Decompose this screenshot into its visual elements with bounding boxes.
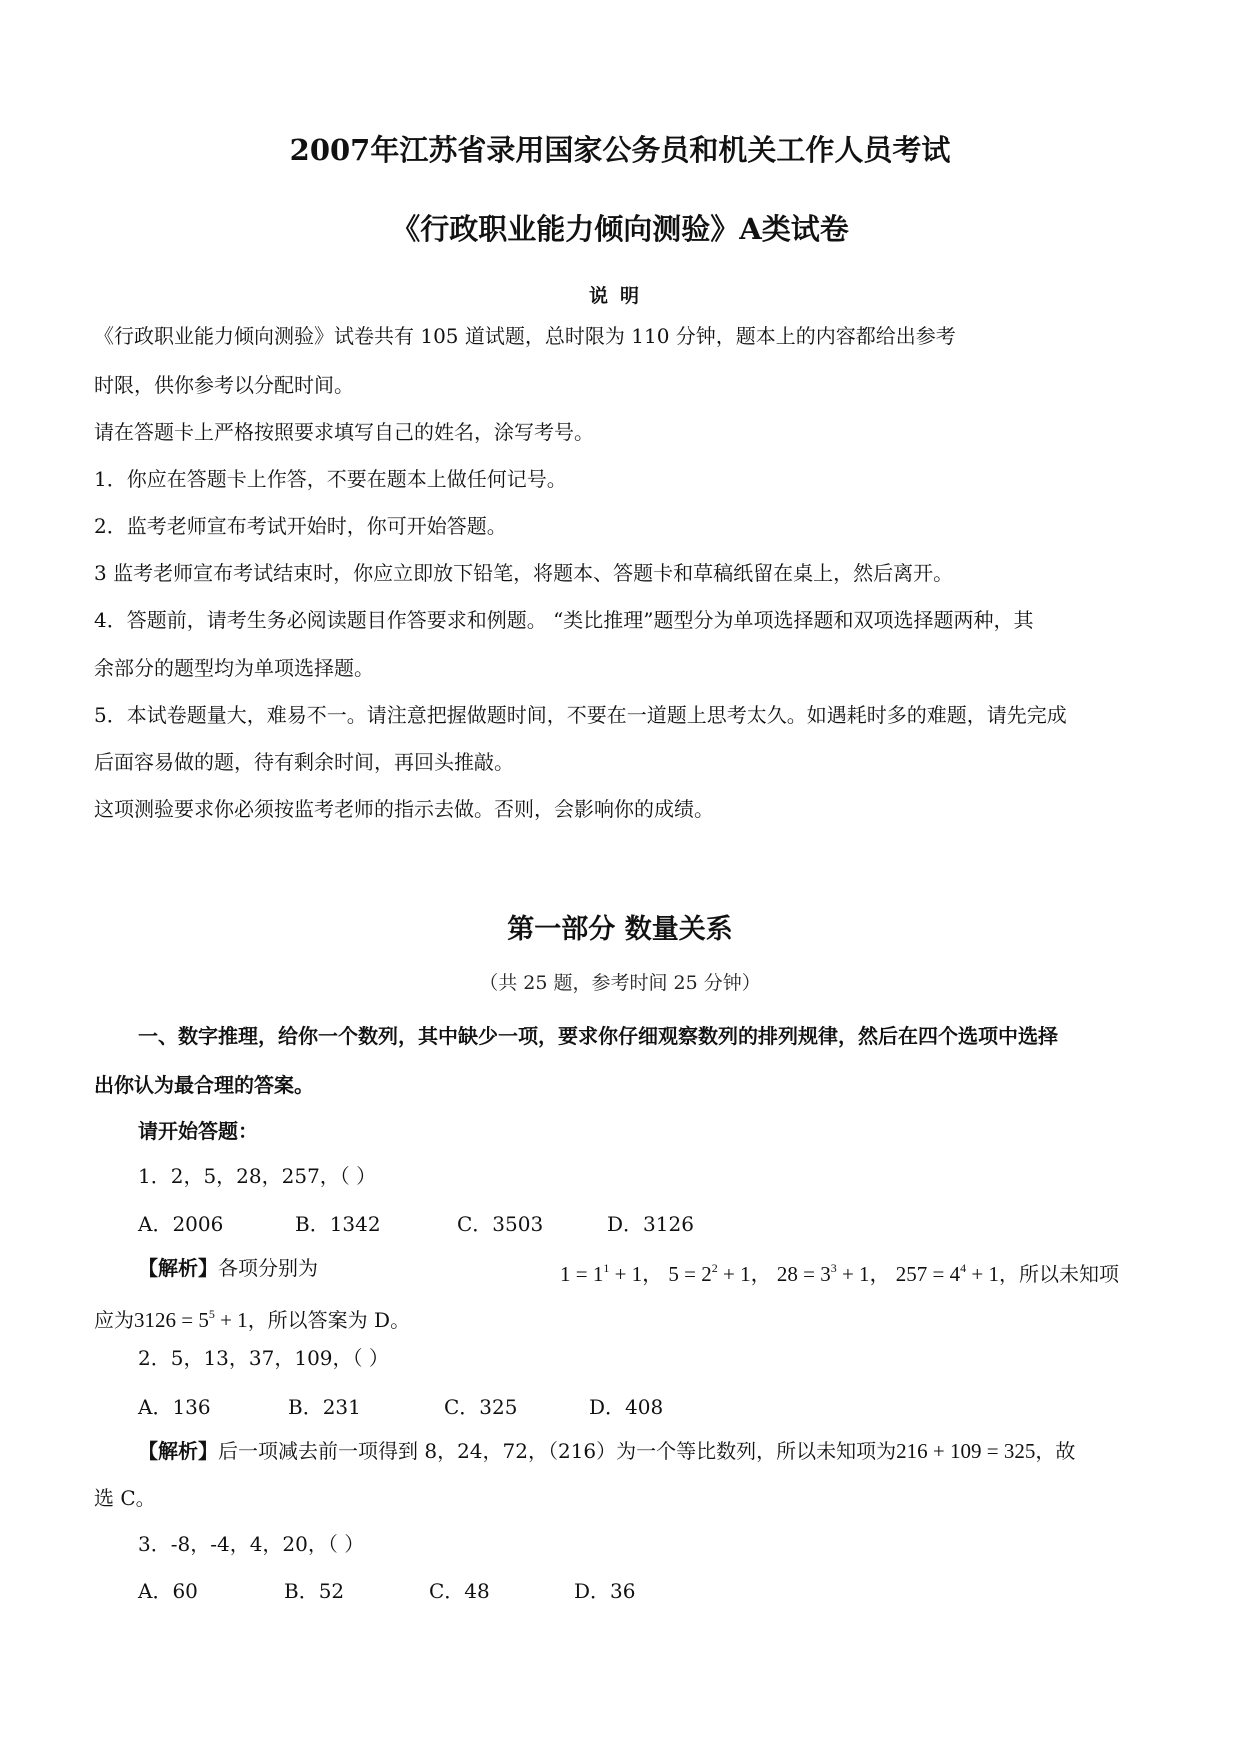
instruction-line: 1．你应在答题卡上作答，不要在题本上做任何记号。 xyxy=(94,467,567,491)
analysis-label: 【解析】 xyxy=(138,1439,218,1463)
instruction-line: 《行政职业能力倾向测验》试卷共有 105 道试题，总时限为 110 分钟，题本上的内容都给出参考 xyxy=(94,324,956,348)
analysis-math: 216 + 109 = 325 xyxy=(896,1439,1036,1463)
instruction-line: 3 监考老师宣布考试结束时，你应立即放下铅笔，将题本、答题卡和草稿纸留在桌上，然后离开。 xyxy=(94,561,954,585)
analysis-math: 1 = 1 xyxy=(560,1262,604,1286)
analysis-text: 后一项减去前一项得到 8，24，72，（216）为一个等比数列，所以未知项为 xyxy=(218,1439,897,1463)
instruction-line: 2．监考老师宣布考试开始时，你可开始答题。 xyxy=(94,514,507,538)
exam-subtitle: 《行政职业能力倾向测验》A类试卷 xyxy=(391,212,849,246)
instruction-line: 这项测验要求你必须按监考老师的指示去做。否则，会影响你的成绩。 xyxy=(94,797,714,821)
analysis-tail: ，所以未知项 xyxy=(999,1262,1119,1286)
analysis-text: 各项分别为 xyxy=(218,1256,318,1280)
analysis-line: 应为$3126 = 5^5 + 1$，所以答案为 D。 xyxy=(94,1307,411,1332)
option-d: D．36 xyxy=(574,1579,636,1603)
option-d: D．3126 xyxy=(607,1212,694,1236)
analysis-line: 选 C。 xyxy=(94,1486,156,1510)
option-a: A．136 xyxy=(138,1395,211,1419)
option-c: C．3503 xyxy=(457,1212,544,1236)
instruction-line: 5．本试卷题量大，难易不一。请注意把握做题时间，不要在一道题上思考太久。如遇耗时多的难题，请先完成 xyxy=(94,703,1067,727)
analysis-text: ，所以答案为 D。 xyxy=(247,1308,411,1332)
exam-title: 2007年江苏省录用国家公务员和机关工作人员考试 xyxy=(289,133,951,167)
option-b: B．52 xyxy=(284,1579,345,1603)
analysis-tail: ，故 xyxy=(1035,1439,1076,1463)
directions-line: 一、数字推理，给你一个数列，其中缺少一项，要求你仔细观察数列的排列规律，然后在四个选项中选择 xyxy=(138,1024,1058,1048)
analysis-line xyxy=(138,1254,318,1282)
section-title: 第一部分 数量关系 xyxy=(507,914,733,945)
option-d: D．408 xyxy=(589,1395,664,1419)
start-prompt: 请开始答题： xyxy=(138,1119,258,1143)
option-c: C．48 xyxy=(429,1579,490,1603)
option-a: A．60 xyxy=(138,1579,198,1603)
option-b: B．1342 xyxy=(295,1212,381,1236)
option-b: B．231 xyxy=(288,1395,361,1419)
directions-line: 出你认为最合理的答案。 xyxy=(94,1073,314,1097)
instruction-line: 时限，供你参考以分配时间。 xyxy=(94,373,354,397)
question-stem: 2．5，13，37，109，（ ） xyxy=(138,1346,389,1370)
option-c: C．325 xyxy=(444,1395,518,1419)
question-stem: 1．2，5，28，257，（ ） xyxy=(138,1164,377,1188)
option-a: A．2006 xyxy=(138,1212,224,1236)
instruction-line: 4．答题前，请考生务必阅读题目作答要求和例题。 “类比推理”题型分为单项选择题和双项选择题两种，其 xyxy=(94,608,1034,632)
question-stem: 3．-8，-4，4，20，（ ） xyxy=(138,1532,365,1556)
instructions-heading: 说明 xyxy=(588,285,651,307)
analysis-line xyxy=(138,1437,1075,1465)
instruction-line: 后面容易做的题，待有剩余时间，再回头推敲。 xyxy=(94,750,514,774)
instruction-line: 请在答题卡上严格按照要求填写自己的姓名，涂写考号。 xyxy=(94,420,594,444)
section-subtitle: （共 25 题，参考时间 25 分钟） xyxy=(479,972,761,994)
analysis-formula: $1 = 1^1 + 1$， $5 = 2^2 + 1$， $28 = 3^3 + 1$， $257 = 4^4 + 1$，所以未知项 xyxy=(560,1261,1119,1286)
analysis-label: 【解析】 xyxy=(138,1256,218,1280)
analysis-text: 应为 xyxy=(94,1308,134,1332)
instruction-line: 余部分的题型均为单项选择题。 xyxy=(94,656,374,680)
